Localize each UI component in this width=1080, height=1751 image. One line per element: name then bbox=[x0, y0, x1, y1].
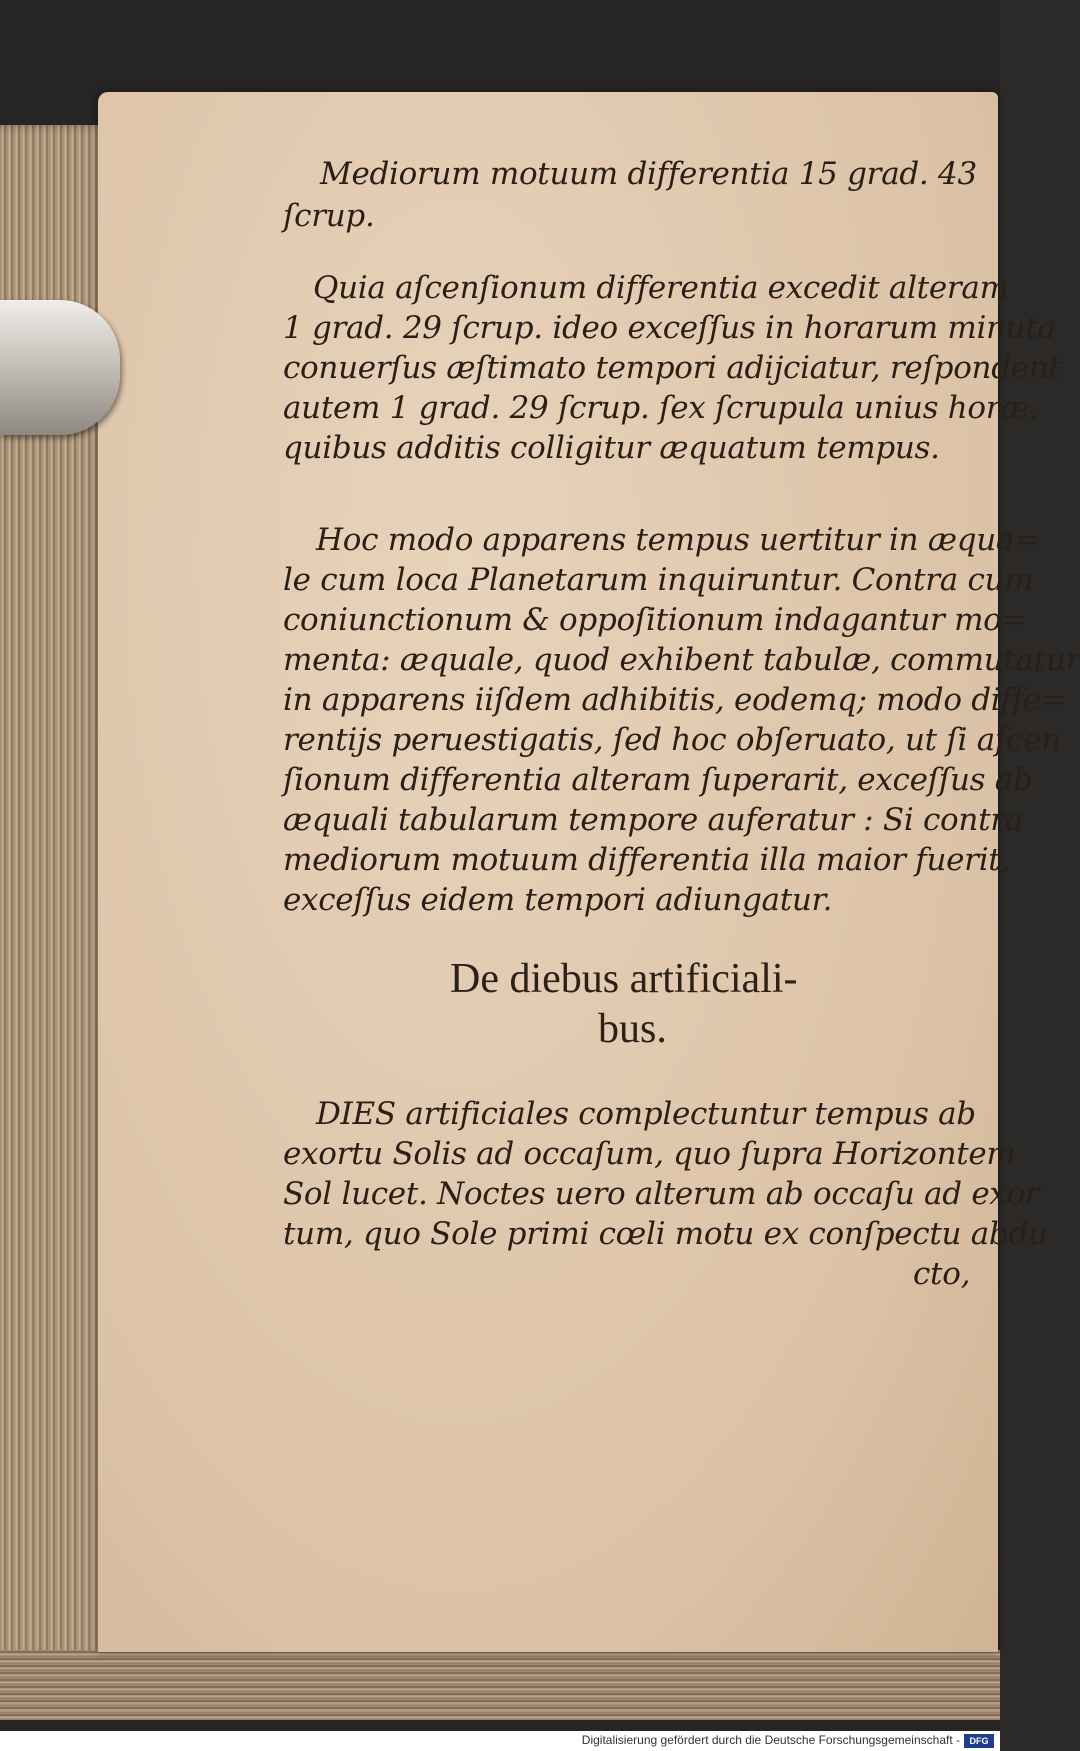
text-line: quibus additis colligitur æquatum tempus. bbox=[283, 430, 940, 466]
footer-bar bbox=[0, 1731, 1000, 1751]
text-line: Mediorum motuum differentia 15 grad. 43 bbox=[320, 156, 977, 192]
text-line: Quia aſcenſionum differentia excedit alteram bbox=[313, 270, 1009, 306]
text-line: ſionum differentia alteram ſuperarit, exceſſus ab bbox=[283, 762, 1033, 798]
text-line: Sol lucet. Noctes uero alterum ab occaſu ad exor bbox=[283, 1176, 1040, 1212]
text-line: 1 grad. 29 ſcrup. ideo exceſſus in horarum minuta bbox=[283, 310, 1056, 346]
text-line: Hoc modo apparens tempus uertitur in æqua= bbox=[316, 522, 1040, 558]
catchword: cto, bbox=[913, 1256, 971, 1292]
text-line: menta: æquale, quod exhibent tabulæ, commutatur bbox=[283, 642, 1080, 678]
dfg-logo: DFG bbox=[964, 1734, 994, 1748]
page-stack-bottom bbox=[0, 1650, 1000, 1720]
text-line: le cum loca Planetarum inquiruntur. Contra cum bbox=[283, 562, 1034, 598]
text-line: coniunctionum & oppoſitionum indagantur mo= bbox=[283, 602, 1028, 638]
text-line: tum, quo Sole primi cœli motu ex conſpectu abdu bbox=[283, 1216, 1048, 1252]
text-line: in apparens iiſdem adhibitis, eodemq; modo diffe= bbox=[283, 682, 1067, 718]
page-text bbox=[98, 92, 1080, 1652]
text-line: mediorum motuum differentia illa maior fuerit, bbox=[283, 842, 1011, 878]
text-line: conuerſus æſtimato tempori adijciatur, reſpondent bbox=[283, 350, 1061, 386]
funding-credit: Digitalisierung gefördert durch die Deutsche Forschungsgemeinschaft - bbox=[581, 1733, 960, 1747]
text-line: ſcrup. bbox=[283, 198, 375, 234]
text-line: exortu Solis ad occaſum, quo ſupra Horizontem bbox=[283, 1136, 1016, 1172]
text-line: DIES artificiales complectuntur tempus ab bbox=[316, 1096, 976, 1132]
text-line: æquali tabularum tempore auferatur : Si contra bbox=[283, 802, 1023, 838]
text-line: autem 1 grad. 29 ſcrup. ſex ſcrupula unius horæ, bbox=[283, 390, 1039, 426]
book-page bbox=[98, 92, 1080, 1652]
section-heading: De diebus artificiali- bbox=[450, 956, 798, 1002]
text-line: rentijs peruestigatis, ſed hoc obſeruato, ut ſi aſcen bbox=[283, 722, 1061, 758]
section-heading: bus. bbox=[598, 1006, 667, 1052]
page-clip bbox=[0, 300, 120, 435]
text-line: exceſſus eidem tempori adiungatur. bbox=[283, 882, 833, 918]
